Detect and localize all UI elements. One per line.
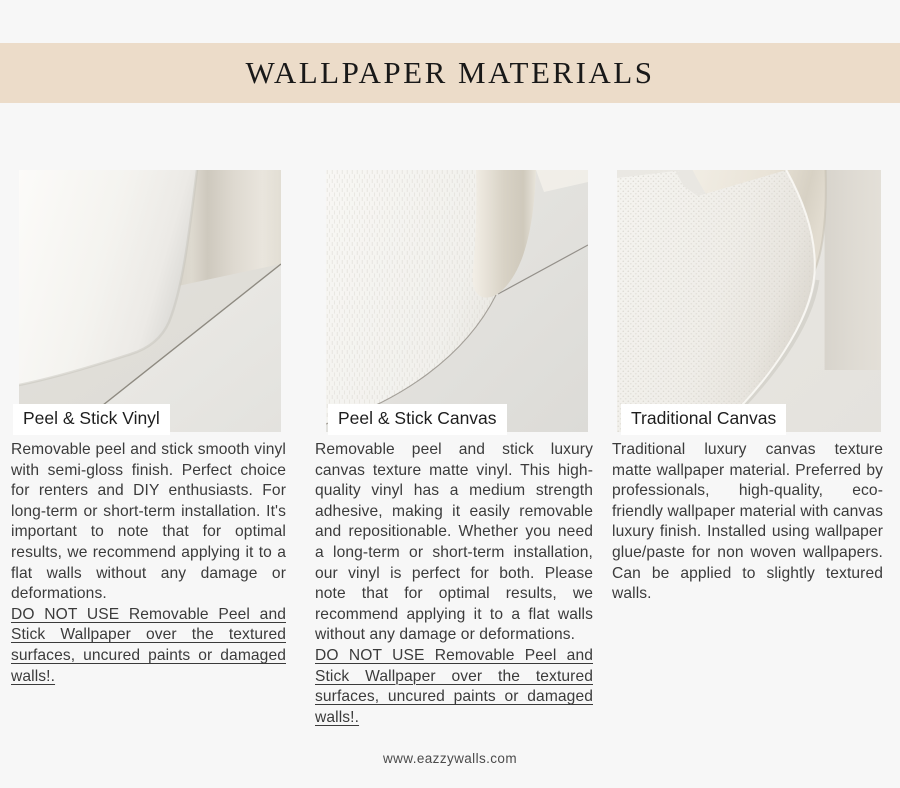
traditional-canvas-sample-photo: [617, 170, 881, 432]
header-band: [0, 43, 900, 103]
material-label: Peel & Stick Vinyl: [13, 404, 170, 435]
smooth-vinyl-curl-illustration: [19, 170, 281, 432]
traditional-canvas-roll-illustration: [617, 170, 881, 432]
material-card-traditional-canvas: [612, 170, 883, 605]
footer-url: www.eazzywalls.com: [383, 751, 517, 766]
material-card-vinyl: [11, 170, 286, 687]
material-description: Removable peel and stick smooth vinyl with semi-gloss finish. Perfect choice for renters and DIY enthusiasts. For long-term or short-term installation. It's important to note that for optimal results, we recommend applying it to a flat walls without any damage or deformations.: [11, 441, 286, 603]
material-warning: DO NOT USE Removable Peel and Stick Wallpaper over the textured surfaces, uncured paints or damaged walls!.: [11, 605, 286, 685]
material-description: Removable peel and stick luxury canvas texture matte vinyl. This high-quality vinyl has a medium strength adhesive, making it easily removable and repositionable. Whether you need a long-term or short-term installation, our vinyl is perfect for both. Please note that for optimal results, we recommend applying it to a flat walls without any damage or deformations.: [315, 441, 593, 644]
canvas-vinyl-curl-illustration: [326, 170, 588, 432]
material-label: Peel & Stick Canvas: [328, 404, 507, 435]
page-title: WALLPAPER MATERIALS: [245, 55, 655, 90]
material-description: Traditional luxury canvas texture matte wallpaper material. Preferred by professionals, high-quality, eco-friendly wallpaper material with canvas luxury finish. Installed using wallpaper glue/paste for non woven wallpapers. Can be applied to slightly textured walls.: [612, 441, 883, 603]
material-card-canvas-vinyl: [315, 170, 593, 728]
vinyl-sample-photo: [19, 170, 281, 432]
material-label: Traditional Canvas: [621, 404, 786, 435]
canvas-vinyl-sample-photo: [326, 170, 588, 432]
material-warning: DO NOT USE Removable Peel and Stick Wallpaper over the textured surfaces, uncured paints or damaged walls!.: [315, 646, 593, 726]
